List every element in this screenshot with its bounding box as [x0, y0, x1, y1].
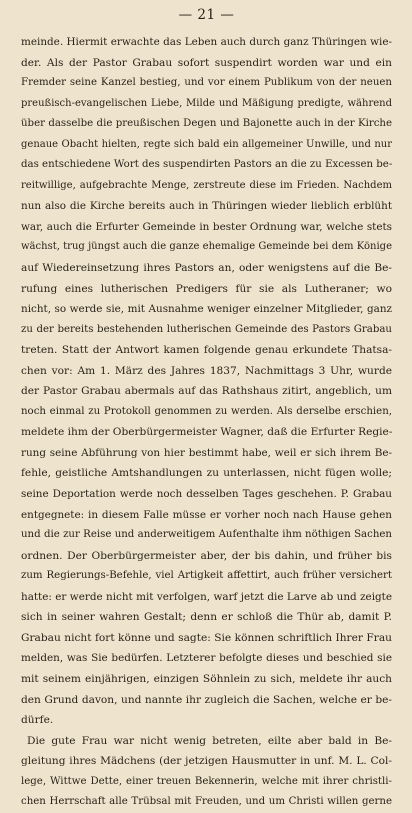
text-line: rufung eines lutherischen Predigers für sie als Lutheraner; wo: [21, 282, 392, 295]
text-line: Die gute Frau war nicht wenig betreten, eilte aber bald in Be-: [27, 734, 392, 747]
text-line: zum Regierungs-Befehle, viel Artigkeit affettirt, auch früher versichert: [21, 570, 392, 582]
text-line: melden, was Sie bedürfen. Letzterer befolgte dieses und beschied sie: [21, 652, 392, 665]
text-line: lege, Wittwe Dette, einer treuen Bekennerin, welche mit ihrer christli-: [21, 775, 392, 787]
text-line: war, auch die Erfurter Gemeinde in bester Ordnung war, welche stets: [21, 220, 392, 233]
text-line: genaue Obacht hielten, regte sich bald ein allgemeiner Unwille, und nur: [21, 138, 392, 150]
text-line: das entschiedene Wort des suspendirten Pastors an die zu Excessen be-: [21, 159, 392, 171]
text-line: meinde. Hiermit erwachte das Leben auch durch ganz Thüringen wie-: [21, 36, 392, 48]
text-line: seine Deportation werde noch desselben Tages geschehen. P. Grabau: [21, 488, 392, 501]
text-line: noch einmal zu Protokoll genommen zu werden. Als derselbe erschien,: [21, 405, 392, 417]
text-line: Grabau nicht fort könne und sagte: Sie können schriftlich Ihrer Frau: [21, 631, 392, 644]
page-number: — 21 —: [178, 7, 235, 23]
text-line: preußisch-evangelischen Liebe, Milde und Mäßigung predigte, während: [21, 97, 392, 109]
text-line: hatte: er werde nicht mit verfolgen, warf jetzt die Larve ab und zeigte: [21, 590, 392, 603]
text-line: entgegnete: in diesem Falle müsse er vorher noch nach Hause gehen: [21, 508, 392, 521]
text-line: zu der bereits bestehenden lutherischen Gemeinde des Pastors Grabau: [21, 323, 392, 335]
text-line: den Grund davon, und nannte ihr zugleich die Sachen, welche er be-: [21, 693, 392, 706]
text-line: der Pastor Grabau abermals auf das Rathshaus zitirt, angeblich, um: [21, 385, 392, 398]
text-line: treten. Statt der Antwort kamen folgende genau erkundete Thatsa-: [21, 344, 392, 357]
body-text: [21, 32, 392, 813]
text-line: über dasselbe die preußischen Degen und Bajonette auch in der Kirche: [21, 118, 392, 130]
text-line: sich in seiner wahren Gestalt; denn er schloß die Thür ab, damit P.: [21, 611, 392, 624]
text-line: auf Wiedereinsetzung ihres Pastors an, oder wenigstens auf die Be-: [21, 262, 392, 275]
text-line: wächst, trug jüngst auch die ganze ehemalige Gemeinde bei dem Könige: [21, 241, 392, 253]
text-line: rung seine Abführung von hier bestimmt habe, weil er sich ihrem Be-: [21, 446, 392, 459]
text-line: gleitung ihres Mädchens (der jetzigen Hausmutter in unf. M. L. Col-: [21, 755, 392, 768]
text-line: und die zur Reise und anderweitigem Aufenthalte ihm nöthigen Sachen: [21, 529, 392, 541]
text-line: nicht, so werde sie, mit Ausnahme weniger einzelner Mitglieder, ganz: [21, 303, 392, 316]
text-line: meldete ihm der Oberbürgermeister Wagner, daß die Erfurter Regie-: [21, 426, 392, 439]
text-line: Fremder seine Kanzel bestieg, und vor einem Publikum von der neuen: [21, 77, 392, 89]
text-line: chen Herrschaft alle Trübsal mit Freuden, und um Christi willen gerne: [21, 796, 392, 808]
text-line: reitwillige, aufgebrachte Menge, zerstreute diese im Frieden. Nachdem: [21, 179, 392, 191]
text-line: fehle, geistliche Amtshandlungen zu unterlassen, nicht fügen wolle;: [21, 467, 392, 480]
text-line: dürfe.: [21, 714, 54, 727]
text-line: der. Als der Pastor Grabau sofort suspendirt worden war und ein: [21, 56, 392, 69]
text-line: ordnen. Der Oberbürgermeister aber, der bis dahin, und früher bis: [21, 549, 392, 562]
text-line: nun also die Kirche bereits auch in Thüringen wieder lieblich erblüht: [21, 200, 392, 213]
text-line: chen vor: Am 1. März des Jahres 1837, Nachmittags 3 Uhr, wurde: [21, 364, 392, 377]
text-line: mit seinem einjährigen, einzigen Söhnlein zu sich, meldete ihr auch: [21, 672, 392, 685]
